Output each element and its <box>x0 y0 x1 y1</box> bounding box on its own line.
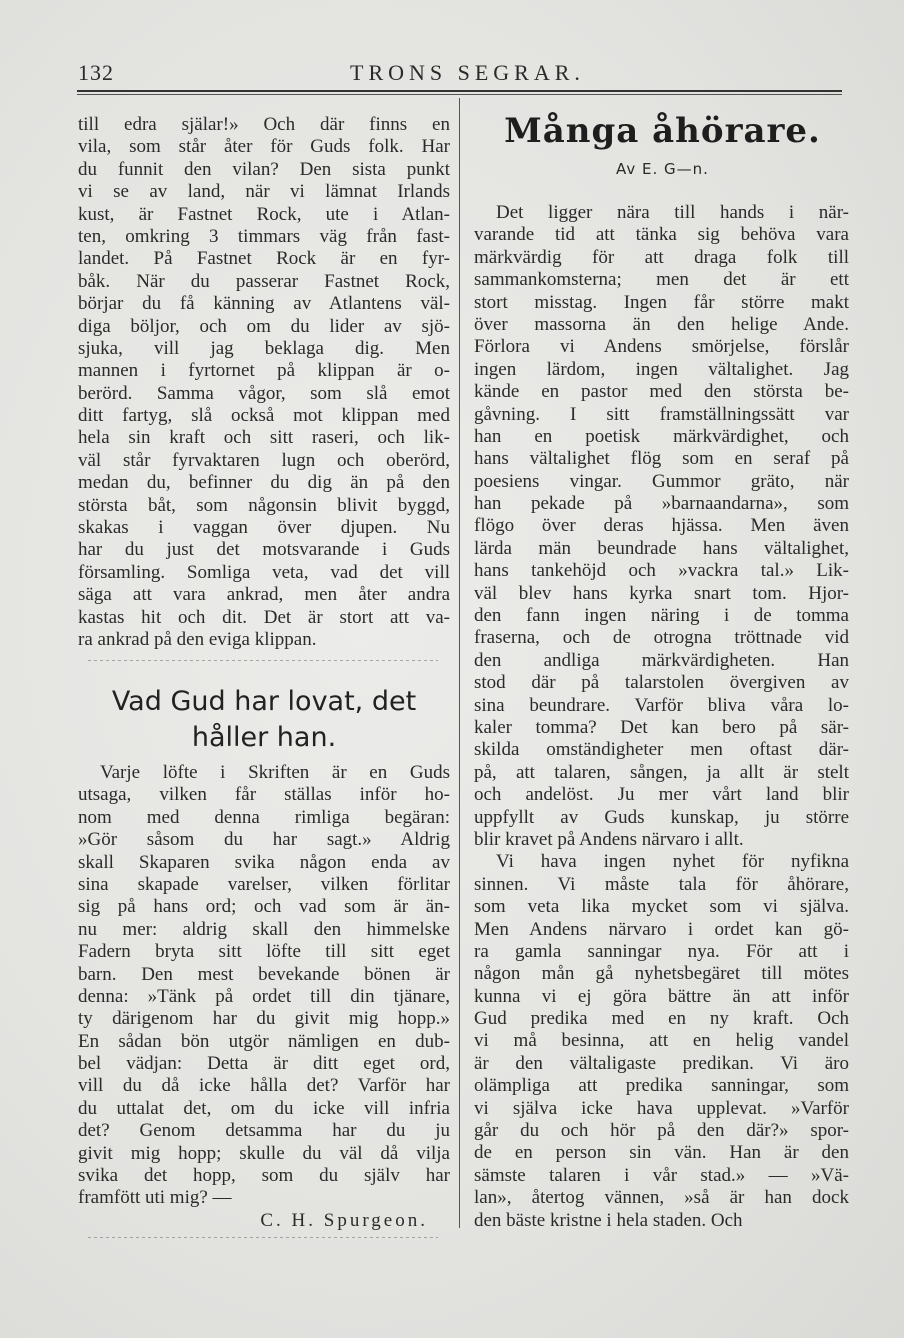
text-line: stod där på talarstolen övergiven av <box>474 672 849 694</box>
text-line: vi må besinna, att en helig vandel <box>474 1030 849 1052</box>
text-line: väl blev hans kyrka snart tom. Hjor- <box>474 582 849 604</box>
text-line: börjar du få känning av Atlantens väl- <box>78 293 450 315</box>
left-column-top-article <box>78 114 450 651</box>
text-line: skakas i vaggan över djupen. Nu <box>78 517 450 539</box>
text-line: den bäste kristne i hela staden. Och <box>474 1209 743 1231</box>
text-line: berörd. Samma vågor, som slå emot <box>78 382 450 404</box>
text-line: medan du, befinner du dig än på den <box>78 472 450 494</box>
text-line: olämpliga att predika sanningar, som <box>474 1075 849 1097</box>
text-line: och andelöst. Ju mer vårt land blir <box>474 784 849 806</box>
text-line: landet. På Fastnet Rock är en fyr- <box>78 248 450 270</box>
text-line: på, att talaren, sången, ja allt är stelt <box>474 761 849 783</box>
column-divider <box>459 98 460 1228</box>
text-line: ditt fartyg, slå också mot klippan med <box>78 405 450 427</box>
text-line: någon mån gå nyhetsbegäret till mötes <box>474 963 849 985</box>
text-line: givit mig hopp; skulle du väl då vilja <box>78 1142 450 1164</box>
text-line: En sådan bön utgör nämligen en dub- <box>78 1030 450 1052</box>
text-line: Det ligger nära till hands i när- <box>496 202 849 223</box>
text-line: ra gamla sanningar nya. För att i <box>474 940 849 962</box>
text-line: hela sin kraft och sitt raseri, och lik- <box>78 427 450 449</box>
text-line: den andliga märkvärdigheten. Han <box>474 649 849 671</box>
text-line: vill du då icke hålla det? Varför har <box>78 1075 450 1097</box>
text-line: hans tankehöjd och »vackra tal.» Lik- <box>474 560 849 582</box>
text-line: stort misstag. Ingen får större makt <box>474 291 849 313</box>
text-line: går du och hör på den där?» spor- <box>474 1120 849 1142</box>
text-line: har du just det motsvarande i Guds <box>78 539 450 561</box>
text-line: församling. Somliga veta, vad det vill <box>78 561 450 583</box>
text-line: uppfyllt av Guds kunskap, ju större <box>474 806 849 828</box>
text-line: över massorna än den helige Ande. <box>474 313 849 335</box>
text-line: hans vältalighet flög som en seraf på <box>474 448 849 470</box>
text-line: skilda omständigheter men oftast där- <box>474 739 849 761</box>
text-line: framfött uti mig? — <box>78 1187 232 1209</box>
text-line: utsaga, vilken får ställas inför ho- <box>78 784 450 806</box>
text-line: Gud predika med en ny kraft. Och <box>474 1008 849 1030</box>
text-line: som veta lika mycket som vi själva. <box>474 896 849 918</box>
left-column-bottom-article <box>78 762 450 1210</box>
text-line: väl står fyrvaktaren lugn och oberörd, <box>78 449 450 471</box>
text-line: båk. När du passerar Fastnet Rock, <box>78 270 450 292</box>
text-line: nu mer: aldrig skall den himmelske <box>78 918 450 940</box>
text-line: kaler tomma? Det kan bero på sär- <box>474 716 849 738</box>
text-line: Varje löfte i Skriften är en Guds <box>100 762 450 783</box>
text-line: största båt, som någonsin blivit byggd, <box>78 494 450 516</box>
text-line: mannen i fyrtornet på klippan är o- <box>78 360 450 382</box>
text-line: fraserna, och de otrogna tröttnade vid <box>474 627 849 649</box>
text-line: Men Andens närvaro i ordet kan gö- <box>474 918 849 940</box>
text-line: till edra själar!» Och där finns en <box>78 114 450 135</box>
text-line: Vi hava ingen nyhet för nyfikna <box>496 851 849 873</box>
article-byline-right: Av E. G—n. <box>616 160 709 178</box>
article-title-right: Många åhörare. <box>504 111 821 151</box>
text-line: de en person sin vän. Han är den <box>474 1142 849 1164</box>
running-head: TRONS SEGRAR. <box>350 60 585 85</box>
text-line: sämste talaren i vår stad.» — »Vä- <box>474 1164 849 1186</box>
text-line: diga böljor, och om du lider av sjö- <box>78 315 450 337</box>
signature: C. H. Spurgeon. <box>260 1210 428 1231</box>
text-line: kust, är Fastnet Rock, ute i Atlan- <box>78 203 450 225</box>
text-line: sina skapade varelser, vilken förlitar <box>78 873 450 895</box>
article-title-left <box>78 684 450 756</box>
text-line: han en poetisk märkvärdighet, och <box>474 425 849 447</box>
text-line: är den vältaligaste predikan. Vi äro <box>474 1052 849 1074</box>
text-line: sammankomsterna; men det är ett <box>474 269 849 291</box>
text-line: flögo över deras hjässa. Men även <box>474 515 849 537</box>
text-line: ty därigenom har du givit mig hopp.» <box>78 1008 450 1030</box>
text-line: märkvärdig för att draga folk till <box>474 246 849 268</box>
text-line: nom med denna rimliga begäran: <box>78 806 450 828</box>
text-line: poesiens vingar. Gummor gräto, när <box>474 470 849 492</box>
text-line: den fann ingen näring i de tomma <box>474 605 849 627</box>
article-title-left-line1: Vad Gud har lovat, det <box>111 686 417 717</box>
text-line: du uttalat det, om du icke vill infria <box>78 1097 450 1119</box>
text-line: Förlora vi Andens smörjelse, förslår <box>474 336 849 358</box>
text-line: sjuka, vill jag beklaga dig. Men <box>78 337 450 359</box>
right-column-article <box>474 202 849 1232</box>
text-line: ingen lärdom, ingen vältalighet. Jag <box>474 358 849 380</box>
text-line: du funnit den vilan? Den sista punkt <box>78 158 450 180</box>
text-line: barn. Den mest bevekande bönen är <box>78 963 450 985</box>
text-line: lan», återtog vännen, »så är han dock <box>474 1187 849 1209</box>
text-line: svika det hopp, som du själv har <box>78 1165 450 1187</box>
text-line: kunna vi ej göra bättre än att inför <box>474 985 849 1007</box>
text-line: det? Genom detsamma har du ju <box>78 1120 450 1142</box>
text-line: Fadern bryta sitt löfte till sitt eget <box>78 941 450 963</box>
text-line: kände en pastor med den största be- <box>474 381 849 403</box>
signature-block <box>78 1210 450 1232</box>
text-line: varande tid att tänka sig behöva vara <box>474 224 849 246</box>
text-line: vila, som står åter för Guds folk. Har <box>78 136 450 158</box>
page-number: 132 <box>78 60 114 85</box>
text-line: ra ankrad på den eviga klippan. <box>78 628 317 650</box>
text-line: säga att vara ankrad, men åter andra <box>78 584 450 606</box>
text-line: han pekade på »barnaandarna», som <box>474 493 849 515</box>
text-line: denna: »Tänk på ordet till din tjänare, <box>78 985 450 1007</box>
text-line: »Gör såsom du har sagt.» Aldrig <box>78 829 450 851</box>
section-divider <box>88 660 438 661</box>
header-rule <box>77 90 842 95</box>
text-line: sina beundrare. Varför bliva våra lo- <box>474 694 849 716</box>
text-line: kastas hit och dit. Det är stort att va- <box>78 606 450 628</box>
text-line: sig på hans ord; och vad som är än- <box>78 896 450 918</box>
text-line: lärda män beundrade hans vältalighet, <box>474 537 849 559</box>
text-line: ten, omkring 3 timmars väg från fast- <box>78 225 450 247</box>
text-line: vi se av land, när vi lämnat Irlands <box>78 181 450 203</box>
text-line: vi själva icke hava upplevat. »Varför <box>474 1097 849 1119</box>
text-line: gåvning. I sitt framställningssätt var <box>474 403 849 425</box>
text-line: skall Skaparen svika någon enda av <box>78 851 450 873</box>
article-title-left-line2: håller han. <box>191 722 337 753</box>
text-line: bel vädjan: Detta är ditt eget ord, <box>78 1053 450 1075</box>
end-divider <box>88 1237 438 1238</box>
text-line: sinnen. Vi måste tala för åhörare, <box>474 873 849 895</box>
text-line: blir kravet på Andens närvaro i allt. <box>474 828 744 850</box>
